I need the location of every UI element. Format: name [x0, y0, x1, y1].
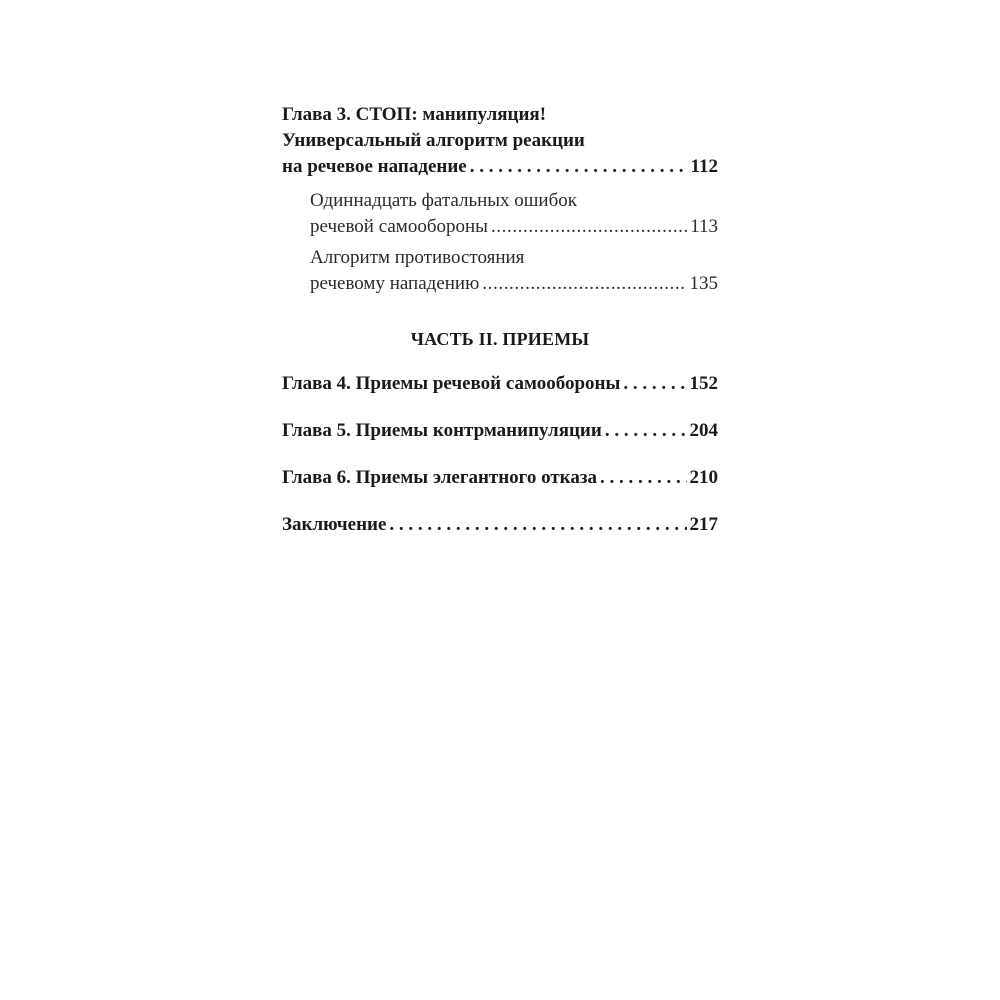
subentry-1-title-line-1: Одиннадцать фатальных ошибок	[310, 190, 577, 211]
toc-entry-chapter-5	[282, 418, 718, 444]
chapter-4-page-number: 152	[689, 373, 718, 394]
toc-subentry-algorithm	[282, 245, 718, 297]
conclusion-page-number: 217	[689, 514, 718, 535]
dot-leader	[470, 154, 688, 180]
subentry-1-title-line-2: речевой самообороны	[310, 216, 488, 237]
toc-entry-chapter-6	[282, 465, 718, 491]
part-2-heading: ЧАСТЬ II. ПРИЕМЫ	[410, 329, 590, 349]
subentry-2-title-line-1: Алгоритм противостояния	[310, 247, 525, 268]
table-of-contents	[282, 102, 718, 538]
chapter-6-page-number: 210	[689, 467, 718, 488]
toc-entry-chapter-4	[282, 371, 718, 397]
chapter-3-title-line-1: Глава 3. СТОП: манипуляция!	[282, 104, 547, 125]
chapter-3-title-line-2: Универсальный алгоритм реакции	[282, 130, 585, 151]
dot-leader	[623, 371, 686, 397]
toc-entry-conclusion	[282, 512, 718, 538]
dot-leader	[605, 418, 687, 444]
toc-subentry-fatal-errors	[282, 188, 718, 240]
chapter-3-page-number: 112	[690, 156, 718, 177]
dot-leader	[482, 271, 686, 297]
dot-leader	[389, 512, 686, 538]
chapter-5-page-number: 204	[689, 420, 718, 441]
chapter-4-title: Глава 4. Приемы речевой самообороны	[282, 373, 621, 394]
chapter-3-title-line-3: на речевое нападение	[282, 156, 467, 177]
chapter-5-title: Глава 5. Приемы контрманипуляции	[282, 420, 602, 441]
toc-entry-chapter-3	[282, 102, 718, 180]
conclusion-title: Заключение	[282, 514, 387, 535]
chapter-6-title: Глава 6. Приемы элегантного отказа	[282, 467, 597, 488]
subentry-1-page-number: 113	[690, 216, 718, 237]
dot-leader	[491, 214, 687, 240]
subentry-2-page-number: 135	[689, 273, 718, 294]
subentry-2-title-line-2: речевому нападению	[310, 273, 480, 294]
dot-leader	[600, 465, 687, 491]
